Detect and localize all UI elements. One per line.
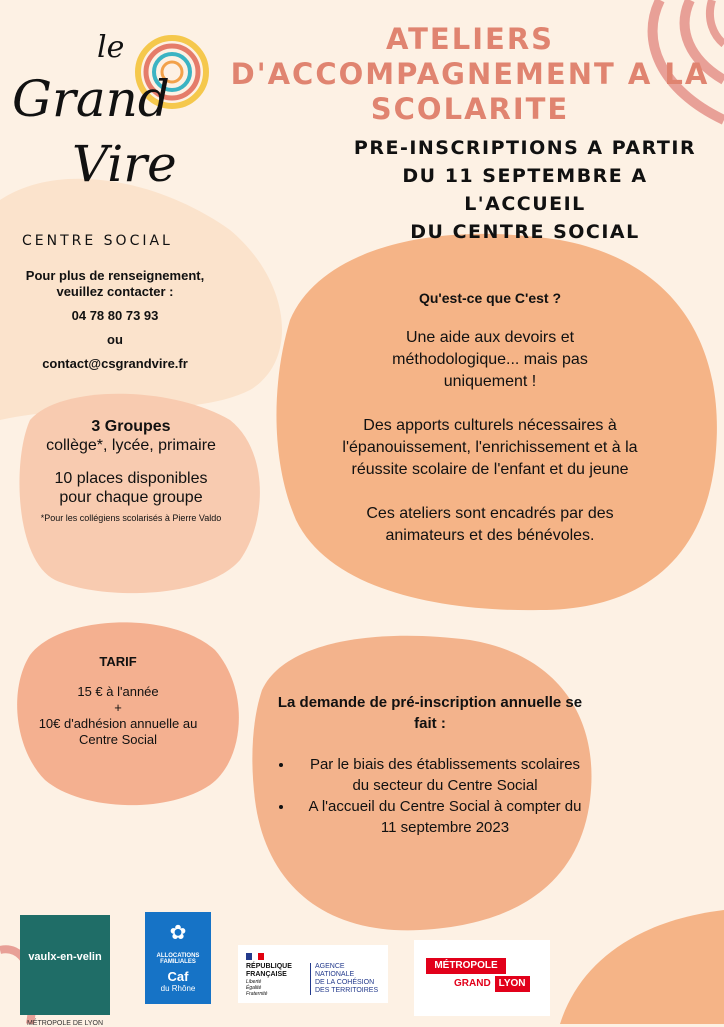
preinscription-subtitle: PRE-INSCRIPTIONS A PARTIR DU 11 SEPTEMBRE A L'ACCUEIL DU CENTRE SOCIAL <box>353 137 697 243</box>
metropole-grand-lyon-logo: MÉTROPOLE GRAND LYON <box>414 940 550 1016</box>
contact-or: ou <box>107 332 123 347</box>
vaulx-en-velin-logo: vaulx-en-velin MÉTROPOLE DE LYON <box>20 915 110 1015</box>
page-title: ATELIERS D'ACCOMPAGNEMENT A LA SCOLARITE <box>230 22 710 126</box>
demande-heading: La demande de pré-inscription annuelle se fait : <box>277 694 583 732</box>
groups-places: 10 places disponibles pour chaque groupe <box>54 470 208 506</box>
groups-heading: 3 Groupes <box>91 418 171 435</box>
tarif-line2: 10€ d'adhésion annuelle au Centre Social <box>38 716 198 747</box>
contact-info <box>10 268 220 380</box>
what-paragraph-3: Ces ateliers sont encadrés par des animateurs et des bénévoles. <box>366 505 614 544</box>
list-item: • A l'accueil du Centre Social à compter du 11 septembre 2023 <box>294 796 590 838</box>
republique-anct-logo: RÉPUBLIQUE FRANÇAISE Liberté Égalité Fraternité AGENCE NATIONALE DE LA COHÉSION DES TERRITOIRES <box>238 945 388 1003</box>
logo-word-le: le <box>97 30 125 65</box>
caf-people-icon: ✿ <box>169 922 187 944</box>
flag-icon <box>246 953 264 960</box>
tarif-plus: + <box>114 700 122 715</box>
groups-footnote: *Pour les collégiens scolarisés à Pierre Valdo <box>40 513 222 523</box>
what-paragraph-2: Des apports culturels nécessaires à l'épanouissement, l'enrichissement et à la réussite scolaire de l'enfant et du jeune <box>342 417 638 478</box>
logo-word-vire: Vire <box>72 135 177 193</box>
tarif-heading: TARIF <box>99 654 137 669</box>
tarif-line1: 15 € à l'année <box>77 684 159 699</box>
contact-email[interactable]: contact@csgrandvire.fr <box>42 356 188 371</box>
groups-info <box>20 418 242 524</box>
grand-vire-logo <box>12 30 212 220</box>
what-section <box>300 287 680 569</box>
logo-word-grand: Grand <box>12 70 170 128</box>
tarif-info <box>28 654 208 748</box>
what-paragraph-1: Une aide aux devoirs et méthodologique... mais pas uniquement ! <box>392 329 588 390</box>
logo-tagline: CENTRE SOCIAL <box>22 233 173 249</box>
caf-logo: ✿ ALLOCATIONS FAMILIALES Caf du Rhône <box>145 912 211 1004</box>
what-heading: Qu'est-ce que C'est ? <box>418 290 562 306</box>
groups-levels: collège*, lycée, primaire <box>46 437 216 454</box>
list-item: • Par le biais des établissements scolaires du secteur du Centre Social <box>294 754 590 796</box>
contact-intro: Pour plus de renseignement, veuillez contacter : <box>25 268 205 299</box>
demande-section <box>270 692 590 838</box>
demande-list <box>270 754 590 838</box>
contact-phone[interactable]: 04 78 80 73 93 <box>71 308 159 323</box>
